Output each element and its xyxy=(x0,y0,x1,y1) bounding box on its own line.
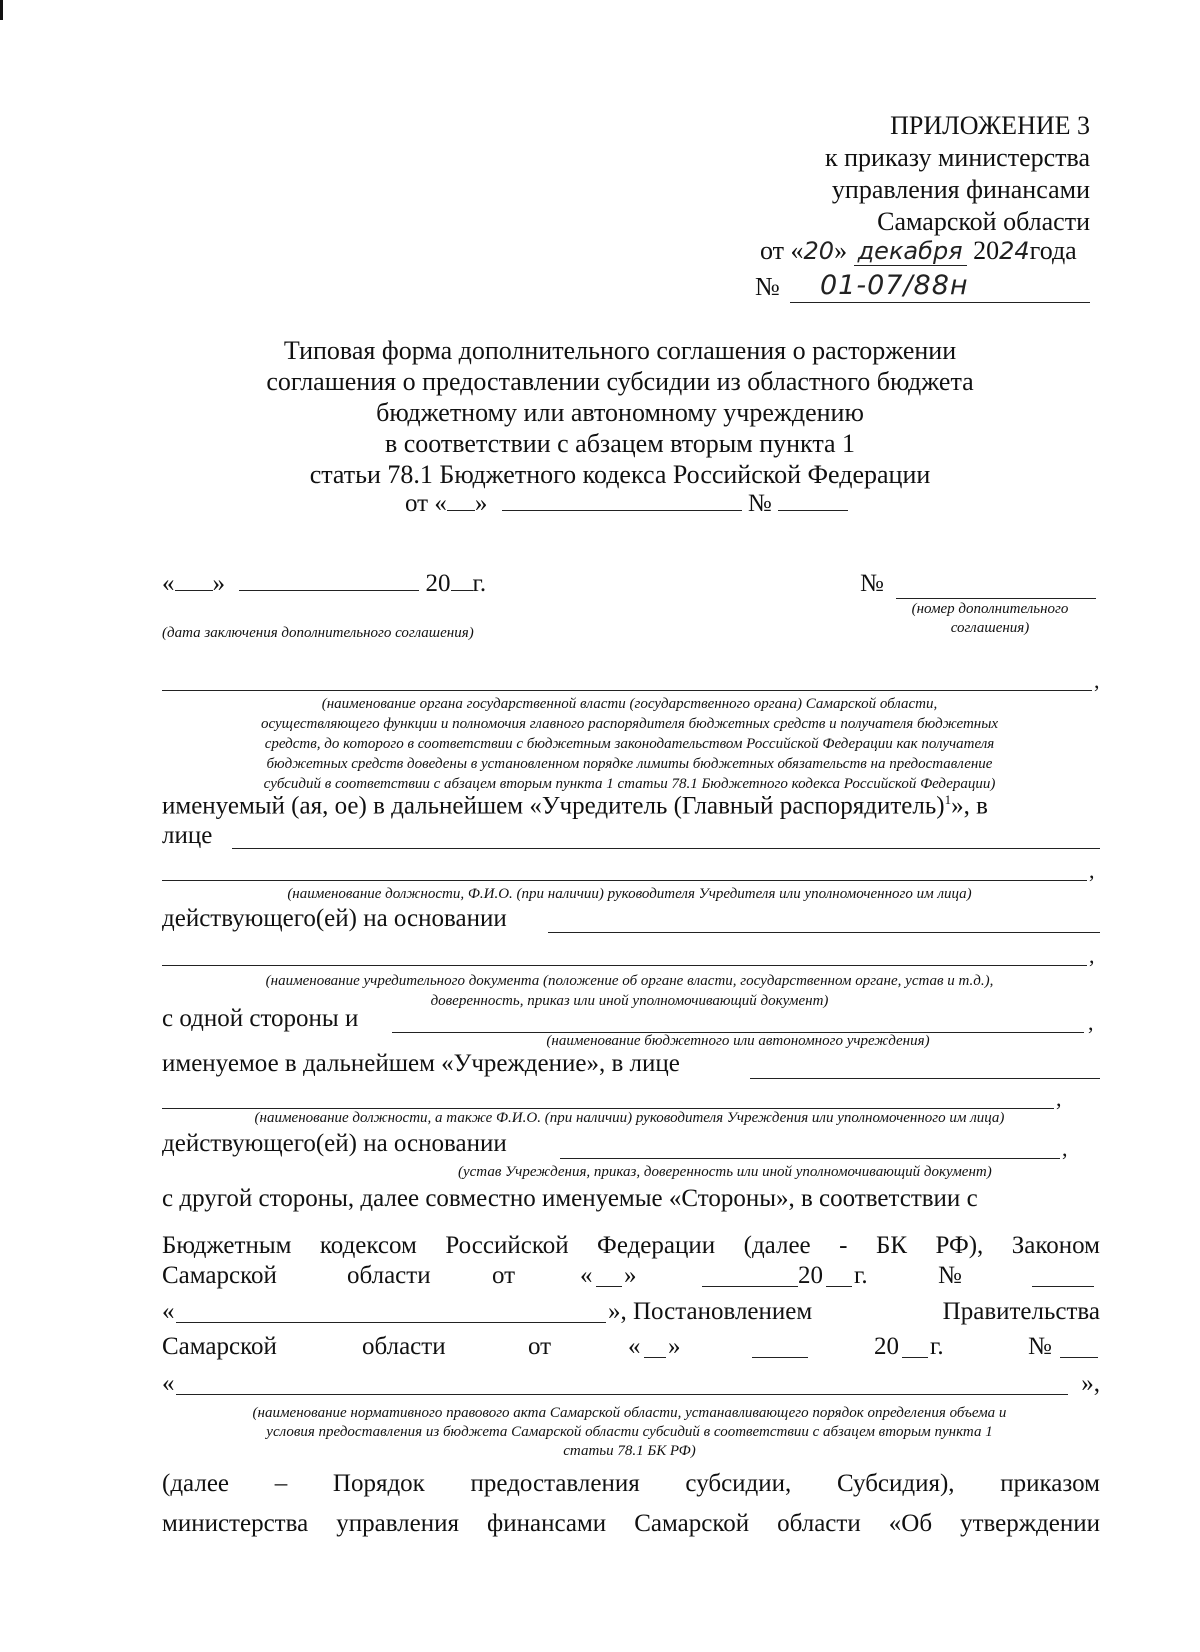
final-line-2: министерства управления финансами Самарской области «Об утверждении xyxy=(162,1510,1100,1537)
founder-position-line xyxy=(162,880,1087,881)
appendix-block xyxy=(700,110,1090,238)
agreement-date-row: « » 20 г. xyxy=(162,570,487,597)
number-caption: (номер дополнительного соглашения) xyxy=(911,601,1069,636)
date-caption: (дата заключения дополнительного соглашения) xyxy=(162,625,474,641)
institution-position-caption: (наименование должности, а также Ф.И.О. (при наличии) руководителя Учреждения или уполномоченного им лица) xyxy=(254,1110,1005,1126)
founder-position-caption: (наименование должности, Ф.И.О. (при наличии) руководителя Учредителя или уполномоченного им лица) xyxy=(287,886,972,902)
scan-edge-mark xyxy=(0,0,3,20)
institution-name-comma: , xyxy=(1088,1010,1094,1035)
institution-doc-caption: (устав Учреждения, приказ, доверенность или иной уполномочивающий документ) xyxy=(458,1164,992,1180)
founder-doc-caption: (наименование учредительного документа (положение об органе власти, государственном органе, устав и т.д.), доверенность, приказ или иной уполномочивающий документ) xyxy=(265,973,994,1009)
form-title: Типовая форма дополнительного соглашения о расторжении соглашения о предоставлении субсидии из областного бюджета бюджетному или автономному учреждению в соответствии с абзацем вторым пункта 1 статьи 78.1 Бюджетного кодекса Российской Федерации xyxy=(266,336,974,489)
appendix-title: ПРИЛОЖЕНИЕ 3 xyxy=(890,111,1090,140)
in-person-label: лице xyxy=(162,822,213,849)
authority-line xyxy=(162,690,1092,691)
acting-basis-2-line xyxy=(560,1158,1060,1159)
in-person-line xyxy=(232,848,1100,849)
founder-doc-comma: , xyxy=(1089,943,1095,968)
normative-act-caption: (наименование нормативного правового акта Самарской области, устанавливающего порядок определения объема и условия предоставления из бюджета Самарской области субсидий в соответствии с абзацем вторым пункта 1 статьи 78.1 БК РФ) xyxy=(252,1405,1007,1459)
handwritten-day: 20 xyxy=(803,237,835,265)
institution-person-line xyxy=(750,1078,1100,1079)
acting-basis-line xyxy=(548,932,1100,933)
form-title-date: от « » № xyxy=(405,490,848,518)
institution-position-comma: , xyxy=(1056,1086,1062,1111)
budget-code-text: Бюджетным кодексом Российской Федерации (далее - БК РФ), Законом xyxy=(162,1232,1100,1259)
institution-named-text: именуемое в дальнейшем «Учреждение», в лице xyxy=(162,1050,680,1077)
appendix-number-line xyxy=(790,302,1090,303)
acting-basis-2-comma: , xyxy=(1062,1136,1068,1161)
founder-doc-line xyxy=(162,965,1087,966)
other-side-text: с другой стороны, далее совместно именуемые «Стороны», в соответствии с xyxy=(162,1185,978,1212)
institution-position-line xyxy=(162,1108,1054,1109)
acting-basis-label: действующего(ей) на основании xyxy=(162,905,507,932)
handwritten-year: 24 xyxy=(999,237,1030,265)
one-side-label: с одной стороны и xyxy=(162,1005,359,1032)
handwritten-month: декабря xyxy=(854,237,967,266)
handwritten-order-number: 01-07/88н xyxy=(820,270,969,301)
acting-basis-2-label: действующего(ей) на основании xyxy=(162,1130,507,1157)
appendix-date-line: от «20» декабря 2024года xyxy=(760,236,1077,265)
institution-name-caption: (наименование бюджетного или автономного учреждения) xyxy=(546,1033,930,1049)
authority-caption: (наименование органа государственной власти (государственного органа) Самарской области, осуществляющего функции и полномочия главного распорядителя бюджетных средств и получателя бюджетных средств, до которого в соответствии с бюджетным законодательством Российской Федерации как получателя бюджетных средств доведены в установленном порядке лимиты бюджетных обязательств на предоставление субсидий в соответствии с абзацем вторым пункта 1 статьи 78.1 Бюджетного кодекса Российской Федерации) xyxy=(260,696,999,792)
authority-comma: , xyxy=(1094,668,1100,693)
appendix-line-1: к приказу министерства xyxy=(825,143,1090,172)
founder-named-text: именуемый (ая, ое) в дальнейшем «Учредитель (Главный распорядитель)$^1$», в xyxy=(162,792,988,820)
appendix-line-2: управления финансами xyxy=(831,175,1090,204)
appendix-line-3: Самарской области xyxy=(877,207,1090,236)
agreement-number-line xyxy=(896,598,1096,599)
appendix-number-label: № xyxy=(755,272,780,301)
agreement-number-label: № xyxy=(860,570,884,597)
footnote-mark: 1 xyxy=(944,792,952,807)
founder-position-comma: , xyxy=(1089,858,1095,883)
final-line-1: (далее – Порядок предоставления субсидии, Субсидия), приказом xyxy=(162,1470,1100,1497)
